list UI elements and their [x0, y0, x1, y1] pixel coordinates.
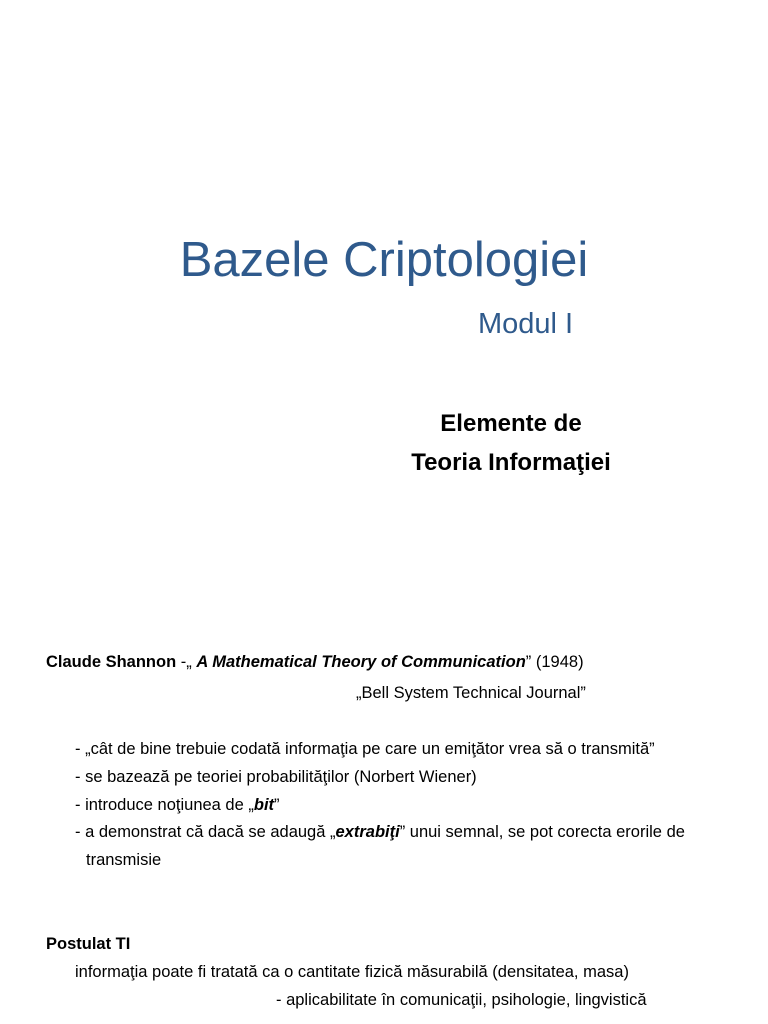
bit-suffix: ”	[274, 796, 280, 814]
author-name: Claude Shannon	[46, 653, 177, 671]
extrabits-prefix: - a demonstrat că dacă se adaugă „	[75, 823, 336, 841]
slide-title: Bazele Criptologiei	[179, 233, 589, 287]
reference-separator: -„	[176, 653, 197, 671]
extrabits-term: extrabiţi	[335, 823, 400, 841]
section-title-line-1: Elemente de	[440, 410, 582, 437]
work-title: A Mathematical Theory of Communication	[196, 653, 526, 671]
slide-subtitle: Modul I	[478, 308, 574, 340]
shannon-point-3	[75, 796, 280, 815]
publication-year: (1948)	[531, 653, 584, 671]
section-title-line-2: Teoria Informaţiei	[411, 449, 611, 476]
journal-name: „Bell System Technical Journal”	[356, 684, 586, 702]
shannon-point-2: - se bazează pe teoriei probabilităţilor (Norbert Wiener)	[75, 768, 477, 786]
shannon-point-4	[75, 823, 685, 842]
work-title-close-quote: ”	[525, 653, 532, 671]
shannon-point-4-continuation: transmisie	[86, 851, 162, 869]
extrabits-suffix: ” unui semnal, se pot corecta erorile de	[399, 823, 685, 841]
bit-prefix: - introduce noţiunea de „	[75, 796, 254, 814]
bit-term: bit	[253, 796, 275, 814]
shannon-reference	[46, 653, 584, 672]
postulate-line-2: - aplicabilitate în comunicaţii, psihologie, lingvistică	[276, 991, 647, 1009]
postulate-heading: Postulat TI	[46, 935, 131, 953]
shannon-point-1: - „cât de bine trebuie codată informaţia pe care un emiţător vrea să o transmită”	[75, 740, 655, 758]
postulate-line-1: informaţia poate fi tratată ca o cantitate fizică măsurabilă (densitatea, masa)	[75, 963, 629, 981]
